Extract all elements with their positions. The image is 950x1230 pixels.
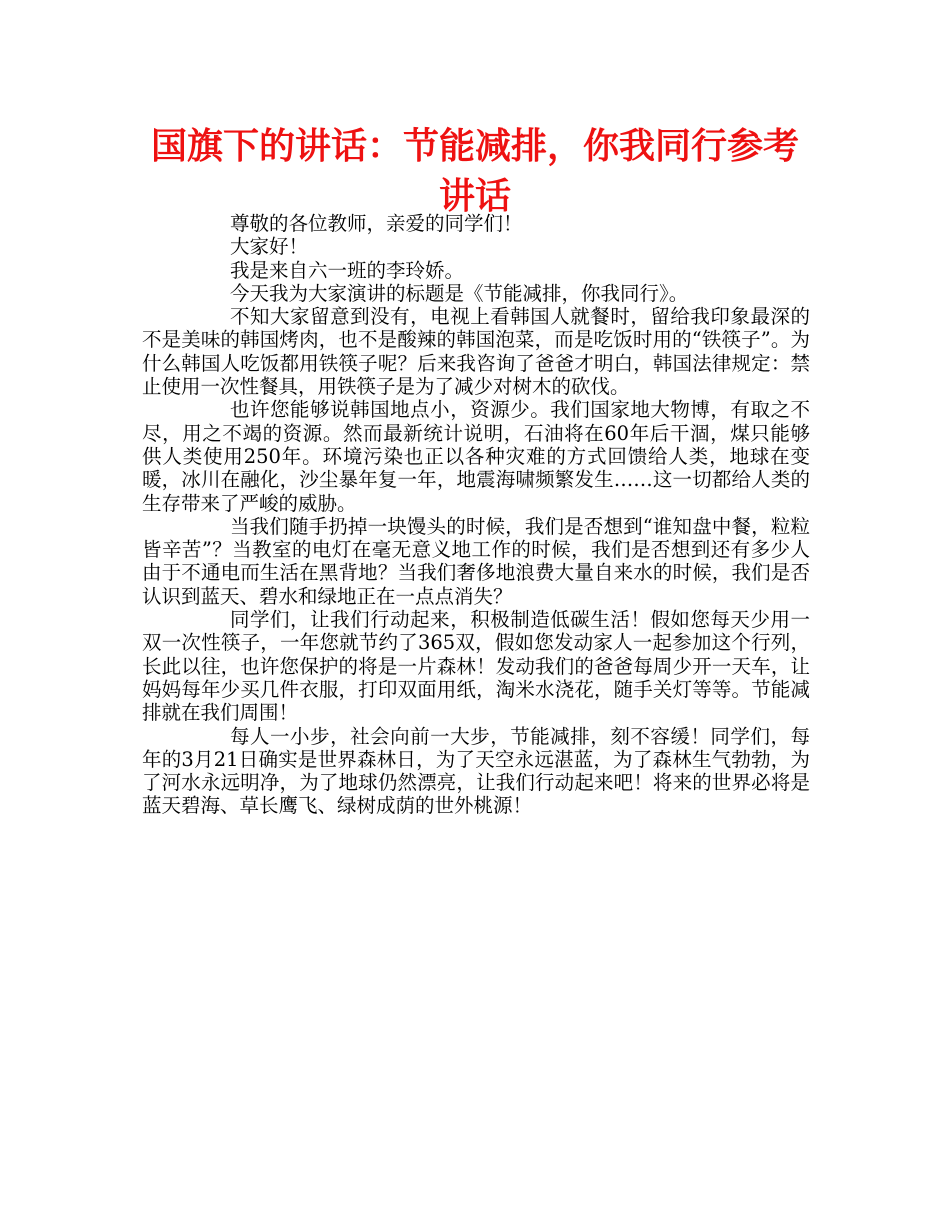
paragraph-speech-topic: 今天我为大家演讲的标题是《节能减排，你我同行》。: [230, 281, 689, 305]
paragraph-waste: 当我们随手扔掉一块馒头的时候，我们是否想到“谁知盘中餐，粒粒皆辛苦”？当教室的电灯在毫无意义地工作的时候，我们是否想到还有多少人由于不通电而生活在黑背地？当我们奢侈地浪费大量自来水的时候，我们是否认识到蓝天、碧水和绿地正在一点点消失？: [142, 514, 810, 608]
document-body: [142, 212, 810, 818]
paragraph-self-introduction: 我是来自六一班的李玲娇。: [230, 258, 465, 282]
document-title: 国旗下的讲话：节能减排，你我同行参考讲话: [150, 126, 799, 217]
paragraph-greeting: 大家好！: [230, 235, 309, 259]
paragraph-resources: 也许您能够说韩国地点小，资源少。我们国家地大物博，有取之不尽，用之不竭的资源。然而最新统计说明，石油将在60年后干涸，煤只能够供人类使用250年。环境污染也正以各种灾难的方式回馈给人类，地球在变暖，冰川在融化，沙尘暴年复一年，地震海啸频繁发生……这一切都给人类的生存带来了严峻的威胁。: [142, 398, 810, 515]
paragraph-iron-chopsticks: 不知大家留意到没有，电视上看韩国人就餐时，留给我印象最深的不是美味的韩国烤肉，也不是酸辣的韩国泡菜，而是吃饭时用的“铁筷子”。为什么韩国人吃饭都用铁筷子呢？后来我咨询了爸爸才明白，韩国法律规定：禁止使用一次性餐具，用铁筷子是为了减少对树木的砍伐。: [142, 305, 810, 399]
paragraph-call-to-action: 同学们，让我们行动起来，积极制造低碳生活！假如您每天少用一双一次性筷子，一年您就节约了365双，假如您发动家人一起参加这个行列，长此以往，也许您保护的将是一片森林！发动我们的爸爸每周少开一天车，让妈妈每年少买几件衣服，打印双面用纸，淘米水浇花，随手关灯等等。节能减排就在我们周围！: [142, 608, 810, 725]
paragraph-conclusion: 每人一小步，社会向前一大步，节能减排，刻不容缓！同学们，每年的3月21日确实是世界森林日，为了天空永远湛蓝，为了森林生气勃勃，为了河水永远明净，为了地球仍然漂亮，让我们行动起来吧！将来的世界必将是蓝天碧海、草长鹰飞、绿树成荫的世外桃源！: [142, 724, 810, 818]
paragraph-salutation: 尊敬的各位教师，亲爱的同学们！: [230, 212, 523, 235]
